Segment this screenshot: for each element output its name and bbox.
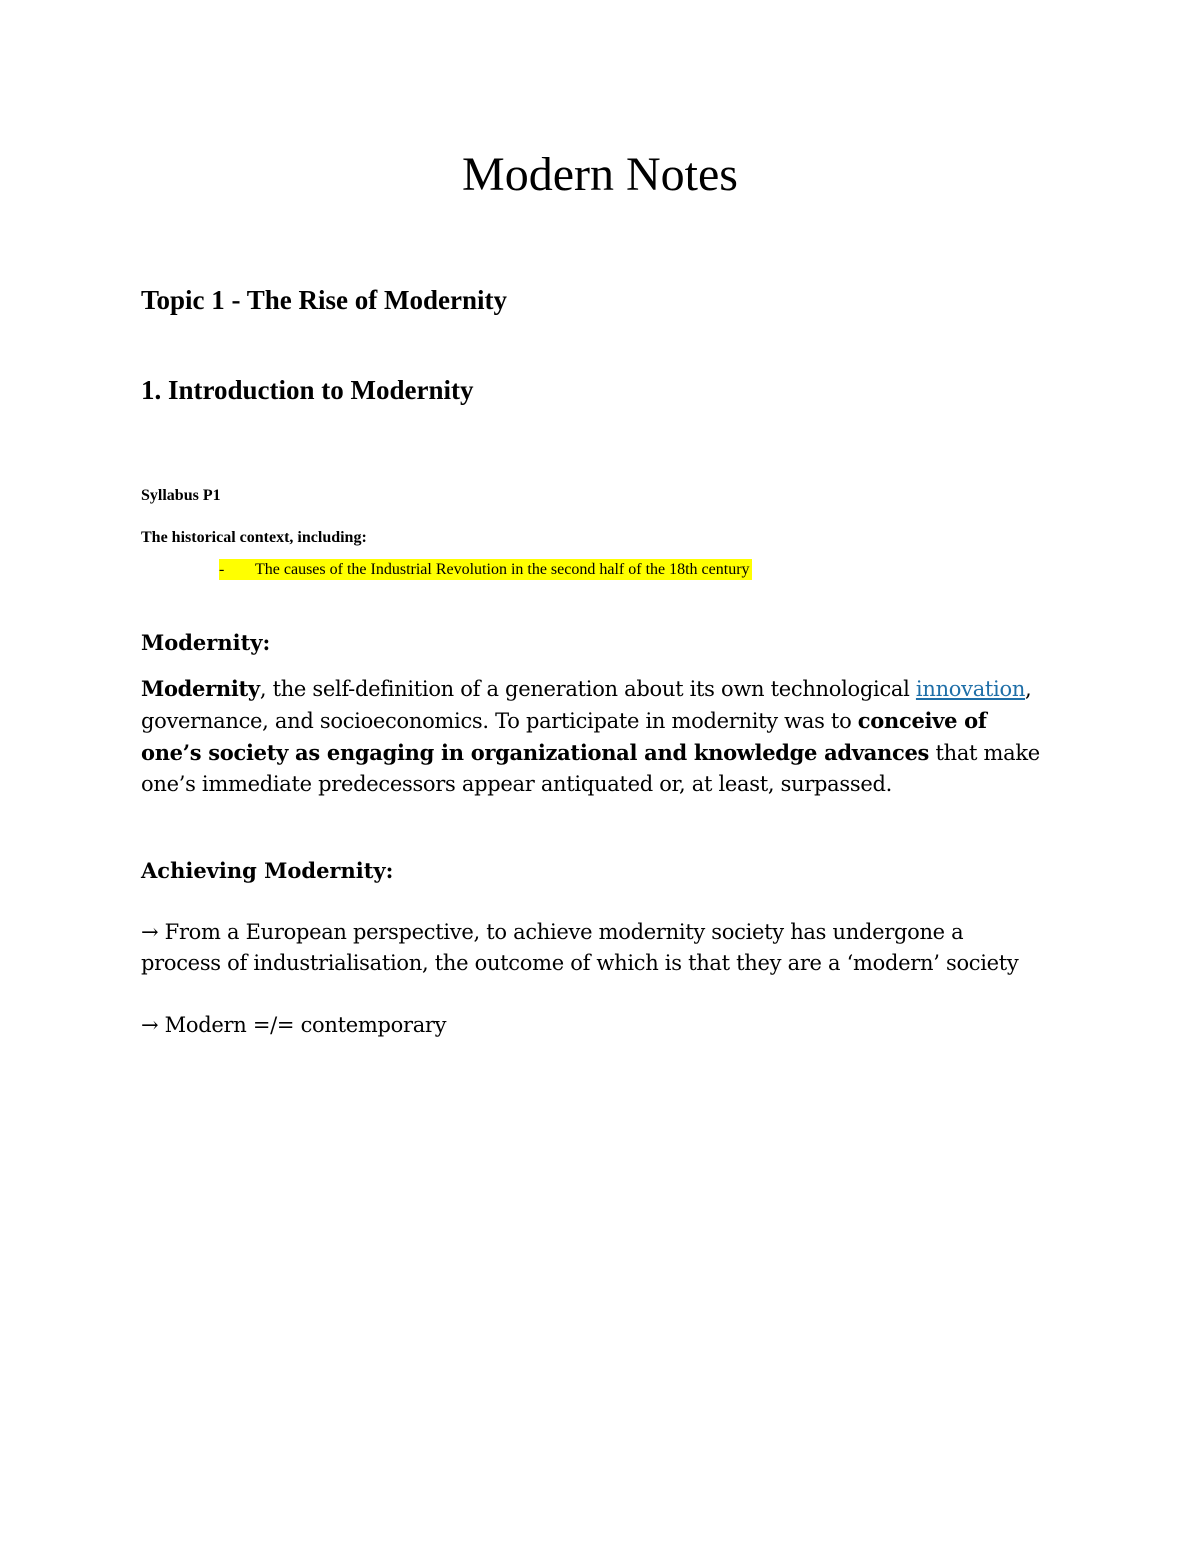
section-heading: 1. Introduction to Modernity (141, 375, 474, 405)
bullet-text: The causes of the Industrial Revolution in the second half of the 18th century (255, 561, 750, 578)
achieving-modernity-heading: Achieving Modernity: (141, 858, 394, 883)
syllabus-label: Syllabus P1 (141, 487, 221, 504)
definition-text-2: , governance, and socioeconomics. To participate in modernity was to (141, 677, 1032, 733)
document-title: Modern Notes (462, 148, 738, 201)
topic-heading: Topic 1 - The Rise of Modernity (141, 285, 508, 315)
modernity-term: Modernity (141, 676, 260, 701)
modernity-heading: Modernity: (141, 630, 271, 655)
highlighted-bullet-item (219, 559, 752, 580)
modernity-definition-paragraph (141, 673, 1041, 800)
modern-vs-contemporary-paragraph: → Modern =/= contemporary (141, 1013, 447, 1037)
definition-text-1: , the self-definition of a generation about its own technological (259, 677, 916, 701)
bullet-marker: - (219, 561, 225, 578)
definition-text-3: that make one’s immediate predecessors appear antiquated or, at least, surpassed. (141, 741, 1040, 796)
definition-bold-phrase: conceive of one’s society as engaging in organizational and knowledge advances (141, 708, 987, 765)
european-perspective-paragraph: → From a European perspective, to achieve modernity society has undergone a process of industrialisation, the outcome of which is that they are a ‘modern’ society (141, 920, 1019, 975)
innovation-link[interactable]: innovation (915, 677, 1026, 701)
context-label: The historical context, including: (141, 529, 367, 546)
